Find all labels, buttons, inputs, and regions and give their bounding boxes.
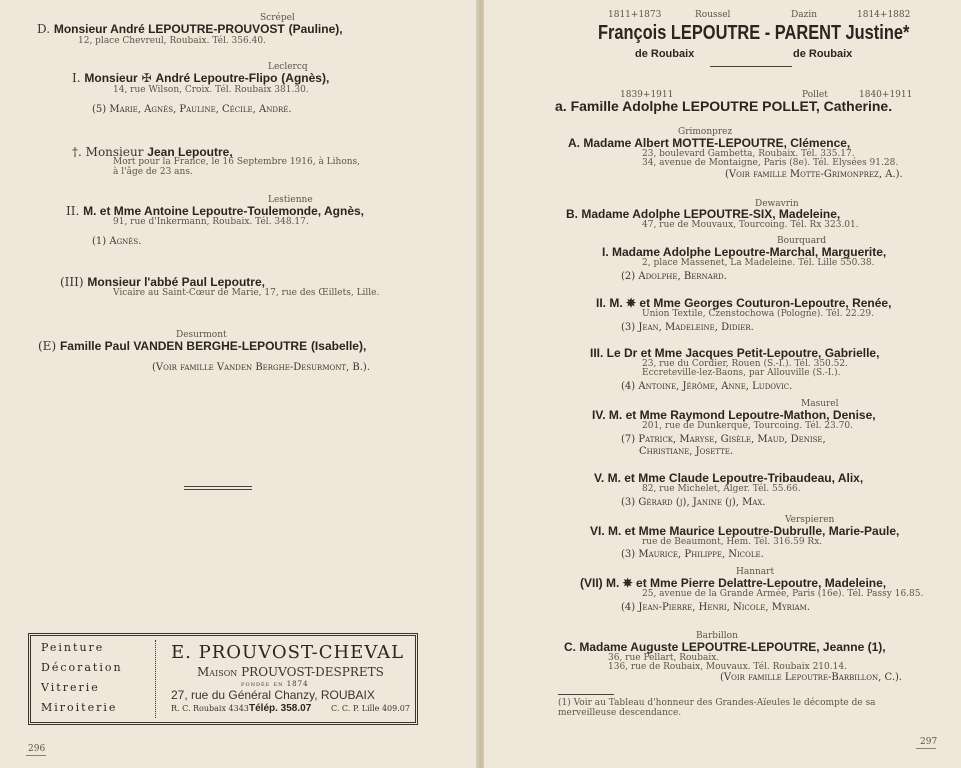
ad-trade: Miroiterie bbox=[41, 701, 118, 714]
entry-e bbox=[38, 339, 366, 353]
page-number: 296 bbox=[28, 744, 46, 754]
dagger-icon: †. bbox=[72, 145, 82, 159]
entry-number: D. bbox=[37, 22, 51, 36]
entry-i bbox=[72, 71, 329, 85]
entry-name: Monsieur bbox=[85, 145, 144, 159]
entry-address: 14, rue Wilson, Croix. Tél. Roubaix 381.30. bbox=[113, 85, 309, 95]
entry-wife: (Isabelle), bbox=[310, 339, 367, 353]
ad-telephone: Télép. 358.07 bbox=[249, 703, 312, 714]
header-rule bbox=[710, 66, 792, 67]
entry-b-vi: VI. M. et Mme Maurice Lepoutre-Dubrulle, Marie-Paule, bbox=[590, 524, 900, 538]
birth-death-years: 1814+1882 bbox=[857, 10, 911, 20]
maiden-name: Grimonprez bbox=[678, 127, 733, 137]
entry-address: 23, rue du Cordier, Rouen (S.-I.). Tél. 350.52. bbox=[642, 359, 848, 369]
maiden-name: Scrépel bbox=[260, 13, 295, 23]
entry-address: 47, rue de Mouvaux, Tourcoing. Tél. Rx 323.01. bbox=[642, 220, 859, 230]
entry-name: Monsieur bbox=[84, 71, 138, 85]
ad-house: Maison PROUVOST-DESPRETS bbox=[197, 665, 384, 679]
entry-b-vii: (VII) M. ✵ et Mme Pierre Delattre-Lepoutre, Madeleine, bbox=[580, 576, 887, 590]
children-list: (4) Antoine, Jérôme, Anne, Ludovic. bbox=[621, 381, 793, 392]
maiden-name: Roussel bbox=[695, 10, 731, 20]
entry-address: 12, place Chevreul, Roubaix. Tél. 356.40. bbox=[78, 36, 266, 46]
entry-c: C. Madame Auguste LEPOUTRE-LEPOUTRE, Jeanne (1), bbox=[564, 640, 886, 654]
maiden-name: Hannart bbox=[736, 567, 775, 577]
entry-address: 91, rue d'Inkermann, Roubaix. Tél. 348.17. bbox=[113, 217, 309, 227]
footnote: (1) Voir au Tableau d'honneur des Grandes-Aïeules le décompte de sa bbox=[558, 698, 876, 708]
birth-death-years: 1839+1911 bbox=[620, 90, 674, 100]
entry-name: M. et Mme Antoine Lepoutre-Toulemonde, Agnès, bbox=[83, 204, 365, 218]
entry-name: André Lepoutre-Flipo bbox=[155, 71, 278, 85]
children-list: Christiane, Josette. bbox=[639, 446, 734, 457]
page-number: 297 bbox=[920, 737, 938, 747]
branch-title: a. Famille Adolphe LEPOUTRE POLLET, Catherine. bbox=[555, 98, 893, 114]
entry-iii bbox=[60, 275, 265, 289]
see-reference: (Voir famille Motte-Grimonprez, A.). bbox=[725, 169, 903, 180]
children-list: (1) Agnès. bbox=[92, 236, 142, 247]
footnote-rule bbox=[558, 694, 614, 695]
entry-address: 36, rue Pellart, Roubaix. bbox=[608, 653, 720, 663]
ad-rc: R. C. Roubaix 4343 bbox=[171, 704, 249, 713]
birth-death-years: 1840+1911 bbox=[859, 90, 913, 100]
ornament-rule bbox=[184, 486, 252, 487]
maiden-name: Dewavrin bbox=[755, 199, 799, 209]
entry-b-v: V. M. et Mme Claude Lepoutre-Tribaudeau, Alix, bbox=[594, 471, 864, 485]
advertisement bbox=[28, 633, 418, 725]
entry-address: 201, rue de Dunkerque, Tourcoing. Tél. 23.70. bbox=[642, 421, 853, 431]
ad-trade: Décoration bbox=[41, 661, 123, 674]
maiden-name: Masurel bbox=[801, 399, 839, 409]
entry-address: 34, avenue de Montaigne, Paris (8e). Tél. Elysées 91.28. bbox=[642, 158, 899, 168]
entry-b-ii: II. M. ✵ et Mme Georges Couturon-Lepoutre, Renée, bbox=[596, 296, 892, 310]
entry-name: Monsieur André LEPOUTRE-PROUVOST bbox=[53, 22, 285, 36]
page-number-rule bbox=[916, 748, 936, 749]
entry-address: 25, avenue de la Grande Armée, Paris (16e). Tél. Passy 16.85. bbox=[642, 589, 924, 599]
entry-number: I. bbox=[72, 71, 81, 85]
footnote: merveilleuse descendance. bbox=[558, 708, 682, 718]
entry-b-iv: IV. M. et Mme Raymond Lepoutre-Mathon, Denise, bbox=[592, 408, 876, 422]
cross-icon: ✠ bbox=[141, 71, 152, 85]
entry-note: à l'âge de 23 ans. bbox=[113, 167, 193, 177]
right-page bbox=[484, 0, 961, 768]
children-list: (5) Marie, Agnès, Pauline, Cécile, André. bbox=[92, 104, 292, 115]
ad-founded: fondée en 1874 bbox=[241, 680, 309, 688]
entry-number: (III) bbox=[60, 275, 84, 289]
ad-ccp: C. C. P. Lille 409.07 bbox=[331, 704, 410, 713]
maiden-name: Bourquard bbox=[777, 236, 827, 246]
entry-name: Famille Paul VANDEN BERGHE-LEPOUTRE bbox=[59, 339, 308, 353]
entry-address: 2, place Massenet, La Madeleine. Tél. Lille 550.38. bbox=[642, 258, 875, 268]
origin: de Roubaix bbox=[793, 48, 853, 60]
ad-trade: Peinture bbox=[41, 641, 105, 654]
entry-wife: (Agnès), bbox=[281, 71, 330, 85]
maiden-name: Pollet bbox=[802, 90, 828, 100]
entry-address: 23, boulevard Gambetta, Roubaix. Tél. 335.17. bbox=[642, 149, 855, 159]
entry-address: 136, rue de Roubaix, Mouvaux. Tél. Roubaix 210.14. bbox=[608, 662, 847, 672]
origin: de Roubaix bbox=[635, 48, 695, 60]
entry-number: (E) bbox=[38, 339, 57, 353]
children-list: (7) Patrick, Maryse, Gisèle, Maud, Denise, bbox=[621, 434, 826, 445]
see-reference: (Voir famille Vanden Berghe-Desurmont, B.). bbox=[152, 362, 370, 373]
see-reference: (Voir famille Lepoutre-Barbillon, C.). bbox=[720, 672, 903, 683]
entry-ii bbox=[66, 204, 364, 218]
entry-a: A. Madame Albert MOTTE-LEPOUTRE, Clémence, bbox=[568, 136, 851, 150]
entry-b-i: I. Madame Adolphe Lepoutre-Marchal, Marguerite, bbox=[602, 245, 887, 259]
maiden-name: Lestienne bbox=[268, 195, 313, 205]
family-title: François LEPOUTRE - PARENT Justine* bbox=[598, 22, 910, 44]
children-list: (3) Jean, Madeleine, Didier. bbox=[621, 322, 754, 333]
entry-name: Monsieur l'abbé Paul Lepoutre, bbox=[87, 275, 265, 289]
maiden-name: Verspieren bbox=[785, 515, 835, 525]
ad-street: 27, rue du Général Chanzy, ROUBAIX bbox=[171, 688, 375, 702]
entry-address: Union Textile, Czenstochowa (Pologne). Tél. 22.29. bbox=[642, 309, 874, 319]
entry-address: rue de Beaumont, Hem. Tél. 316.59 Rx. bbox=[642, 537, 823, 547]
entry-name: Jean Lepoutre, bbox=[147, 145, 233, 159]
entry-address: Vicaire au Saint-Cœur de Marie, 17, rue des Œillets, Lille. bbox=[113, 288, 380, 298]
maiden-name: Barbillon bbox=[696, 631, 738, 641]
maiden-name: Dazin bbox=[791, 10, 817, 20]
entry-b: B. Madame Adolphe LEPOUTRE-SIX, Madeleine, bbox=[566, 207, 841, 221]
entry-wife: (Pauline), bbox=[288, 22, 343, 36]
children-list: (2) Adolphe, Bernard. bbox=[621, 271, 727, 282]
entry-d bbox=[37, 22, 343, 36]
ornament-rule bbox=[184, 489, 252, 490]
entry-address: Eccreteville-lez-Baons, par Allouville (S.-I.). bbox=[642, 368, 841, 378]
entry-address: 82, rue Michelet, Alger. Tél. 55.66. bbox=[642, 484, 801, 494]
left-page bbox=[0, 0, 478, 768]
ad-trade: Vitrerie bbox=[41, 681, 100, 694]
entry-number: II. bbox=[66, 204, 80, 218]
ad-firm-name: E. PROUVOST-CHEVAL bbox=[171, 642, 405, 663]
page-number-rule bbox=[26, 755, 46, 756]
birth-death-years: 1811+1873 bbox=[608, 10, 662, 20]
children-list: (4) Jean-Pierre, Henri, Nicole, Myriam. bbox=[621, 602, 811, 613]
maiden-name: Leclercq bbox=[268, 62, 308, 72]
children-list: (3) Maurice, Philippe, Nicole. bbox=[621, 549, 764, 560]
entry-b-iii: III. Le Dr et Mme Jacques Petit-Lepoutre, Gabrielle, bbox=[590, 346, 880, 360]
ad-divider bbox=[155, 640, 156, 718]
children-list: (3) Gérard (j), Janine (j), Max. bbox=[621, 497, 766, 508]
maiden-name: Desurmont bbox=[176, 330, 227, 340]
entry-note: Mort pour la France, le 16 Septembre 1916, à Lihons, bbox=[113, 157, 361, 167]
